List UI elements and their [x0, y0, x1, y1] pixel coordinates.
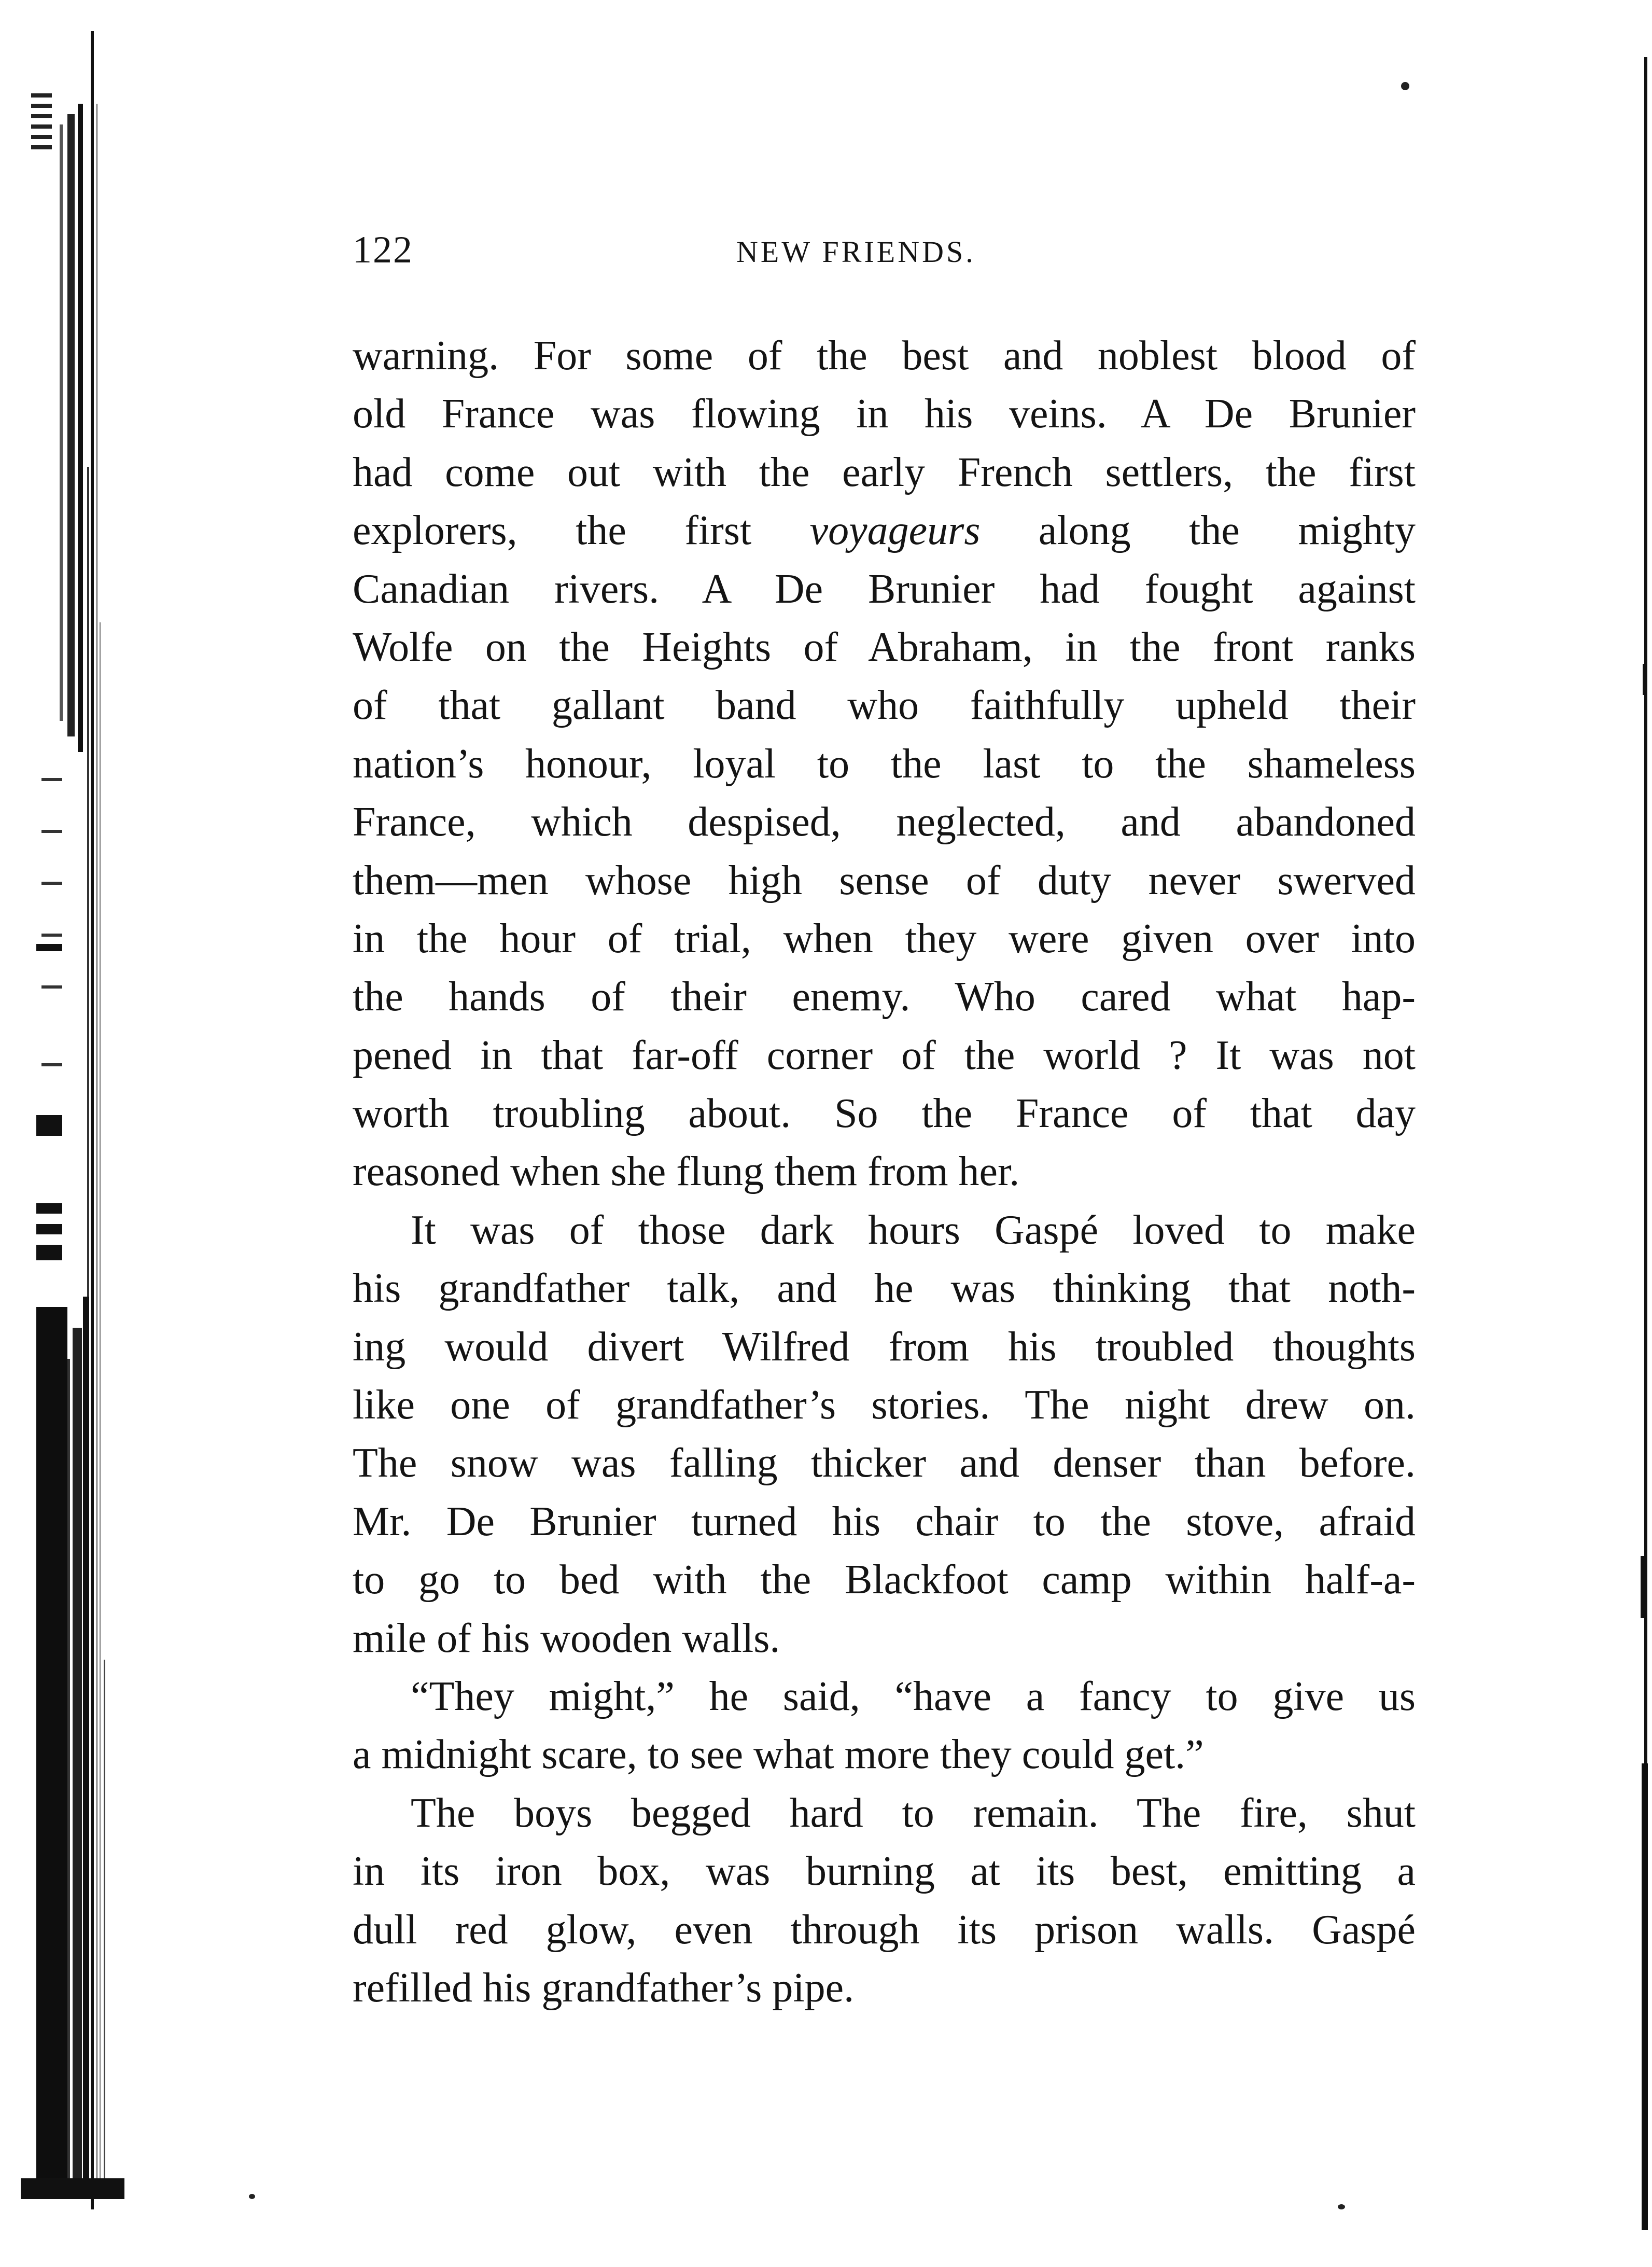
- text-line: a midnight scare, to see what more they could get.”: [353, 1732, 1204, 1778]
- text-line: the hands of their enemy. Who cared what hap-: [353, 974, 1416, 1020]
- scan-speck: [249, 2194, 255, 2199]
- text-line: warning. For some of the best and noblest blood of: [353, 333, 1416, 379]
- page-number: 122: [353, 229, 413, 271]
- text-line: nation’s honour, loyal to the last to the shameless: [353, 741, 1416, 787]
- body-text: [353, 327, 1416, 2017]
- page-binding-edge-right: [1600, 0, 1652, 2267]
- text-line: The boys begged hard to remain. The fire, shut: [411, 1790, 1416, 1836]
- text-line: Canadian rivers. A De Brunier had fought against: [353, 566, 1416, 612]
- italic-word: voyageurs: [809, 508, 981, 554]
- page-header: [353, 228, 1416, 285]
- text-line: had come out with the early French settlers, the first: [353, 449, 1416, 495]
- text-line: pened in that far-off corner of the world ? It was not: [353, 1032, 1416, 1078]
- text-line: in its iron box, was burning at its best, emitting a: [353, 1848, 1416, 1895]
- scan-speck: [1401, 82, 1409, 90]
- text-line: refilled his grandfather’s pipe.: [353, 1965, 855, 2011]
- text-line: “They might,” he said, “have a fancy to give us: [411, 1673, 1416, 1719]
- text-line: France, which despised, neglected, and abandoned: [353, 799, 1416, 845]
- text-line: mile of his wooden walls.: [353, 1615, 780, 1661]
- text-line: Mr. De Brunier turned his chair to the stove, afraid: [353, 1498, 1416, 1545]
- text-line: It was of those dark hours Gaspé loved to make: [411, 1207, 1416, 1253]
- text-line: of that gallant band who faithfully upheld their: [353, 683, 1416, 729]
- text-line: reasoned when she flung them from her.: [353, 1149, 1020, 1195]
- text-line: his grandfather talk, and he was thinking that noth-: [353, 1265, 1416, 1312]
- text-line: in the hour of trial, when they were given over into: [353, 915, 1416, 962]
- running-head: NEW FRIENDS.: [736, 235, 976, 269]
- text-line: The snow was falling thicker and denser than before.: [353, 1440, 1416, 1486]
- text-line: like one of grandfather’s stories. The night drew on.: [353, 1382, 1416, 1428]
- page-binding-edge-left: [0, 0, 135, 2267]
- text-line: to go to bed with the Blackfoot camp within half-a-: [353, 1557, 1416, 1603]
- text-line: worth troubling about. So the France of that day: [353, 1091, 1416, 1137]
- text-line: Wolfe on the Heights of Abraham, in the front ranks: [353, 624, 1416, 670]
- text-line: dull red glow, even through its prison walls. Gaspé: [353, 1907, 1416, 1953]
- text-line-with-italic: explorers, the first voyageurs along the mighty: [353, 508, 1416, 554]
- text-line: ing would divert Wilfred from his troubled thoughts: [353, 1324, 1416, 1370]
- text-line: old France was flowing in his veins. A De Brunier: [353, 391, 1416, 437]
- scan-speck: [1338, 2204, 1345, 2209]
- text-line: them—men whose high sense of duty never swerved: [353, 857, 1416, 903]
